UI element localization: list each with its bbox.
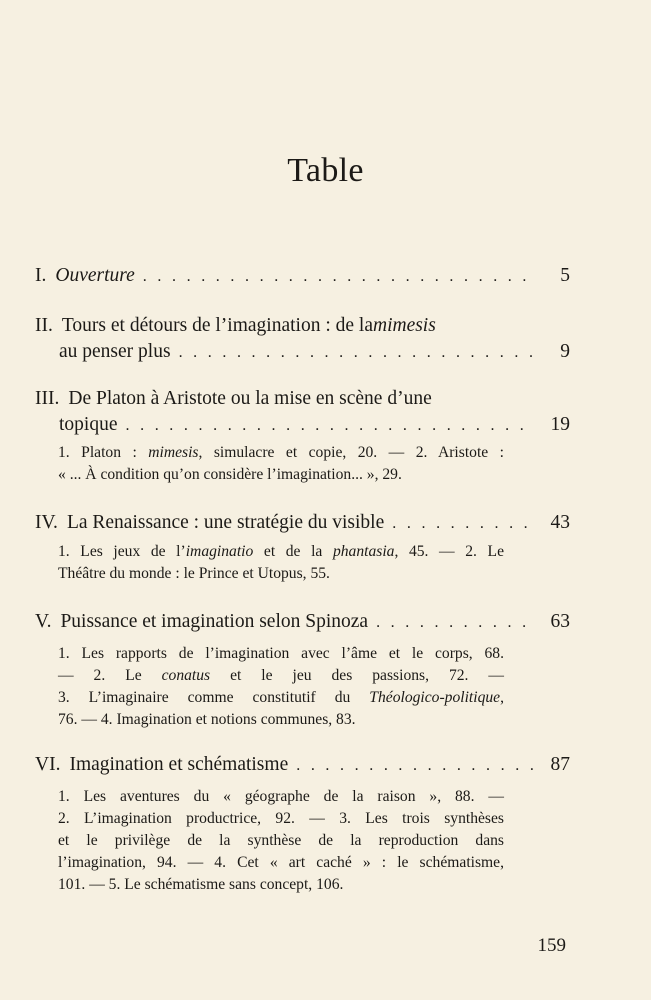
toc-subentries-5 <box>58 643 504 731</box>
chapter-number: III. <box>35 388 60 409</box>
subentry-line: 76. — 4. Imagination et notions communes, 83. <box>58 711 356 728</box>
leader-dots <box>376 610 534 636</box>
chapter-title-italic: mimesis <box>372 315 436 336</box>
page-number: 43 <box>550 512 570 533</box>
leader-dots <box>179 340 534 366</box>
page-number: 87 <box>550 754 570 775</box>
chapter-number: II. <box>35 315 53 336</box>
chapter-title-continued: au penser plus <box>59 341 171 362</box>
leader-dots <box>392 511 534 537</box>
chapter-number: V. <box>35 611 52 632</box>
subentry-line: 2. L’imagination productrice, 92. — 3. Les trois synthèses <box>58 810 504 827</box>
chapter-title: Puissance et imagination selon Spinoza <box>60 611 369 632</box>
leader-dots <box>296 753 534 779</box>
page-number: 9 <box>560 341 570 362</box>
subentry-line: 1. Platon : mimesis, simulacre et copie, 20. — 2. Aristote : <box>58 444 504 461</box>
subentry-line: « ... À condition qu’on considère l’imagination... », 29. <box>58 466 402 483</box>
chapter-title: Tours et détours de l’imagination : de la <box>61 315 373 336</box>
chapter-title: De Platon à Aristote ou la mise en scène d’une <box>68 388 432 409</box>
toc-entry-5 <box>35 609 570 636</box>
page-title: Table <box>287 152 364 189</box>
toc-entry-6 <box>35 752 570 779</box>
page-number: 5 <box>560 265 570 286</box>
chapter-number: VI. <box>35 754 61 775</box>
chapter-title-continued: topique <box>59 414 118 435</box>
subentry-line: 1. Les jeux de l’imaginatio et de la phantasia, 45. — 2. Le <box>58 543 504 560</box>
toc-entry-3 <box>35 386 570 439</box>
toc-entry-4 <box>35 510 570 537</box>
subentry-line: l’imagination, 94. — 4. Cet « art caché » : le schématisme, <box>58 854 504 871</box>
leader-dots <box>126 413 535 439</box>
toc-subentries-6 <box>58 786 504 896</box>
leader-dots <box>143 264 534 290</box>
toc-subentries-3 <box>58 442 504 486</box>
subentry-line: — 2. Le conatus et le jeu des passions, 72. — <box>58 667 504 684</box>
chapter-number: I. <box>35 265 47 286</box>
toc-subentries-4 <box>58 541 504 585</box>
subentry-line: et le privilège de la synthèse de la reproduction dans <box>58 832 504 849</box>
chapter-title: Imagination et schématisme <box>69 754 289 775</box>
chapter-title-italic: Ouverture <box>55 265 135 286</box>
subentry-line: 3. L’imaginaire comme constitutif du Théologico-politique, <box>58 689 504 706</box>
subentry-line: 1. Les rapports de l’imagination avec l’âme et le corps, 68. <box>58 645 504 662</box>
subentry-line: 101. — 5. Le schématisme sans concept, 106. <box>58 876 344 893</box>
toc-entry-2 <box>35 313 570 366</box>
subentry-line: Théâtre du monde : le Prince et Utopus, 55. <box>58 565 330 582</box>
toc-entry-1 <box>35 263 570 290</box>
chapter-number: IV. <box>35 512 58 533</box>
subentry-line: 1. Les aventures du « géographe de la raison », 88. — <box>58 788 504 805</box>
chapter-title: La Renaissance : une stratégie du visible <box>66 512 385 533</box>
page-number: 63 <box>550 611 570 632</box>
folio-page-number: 159 <box>537 935 566 956</box>
page-number: 19 <box>550 414 570 435</box>
